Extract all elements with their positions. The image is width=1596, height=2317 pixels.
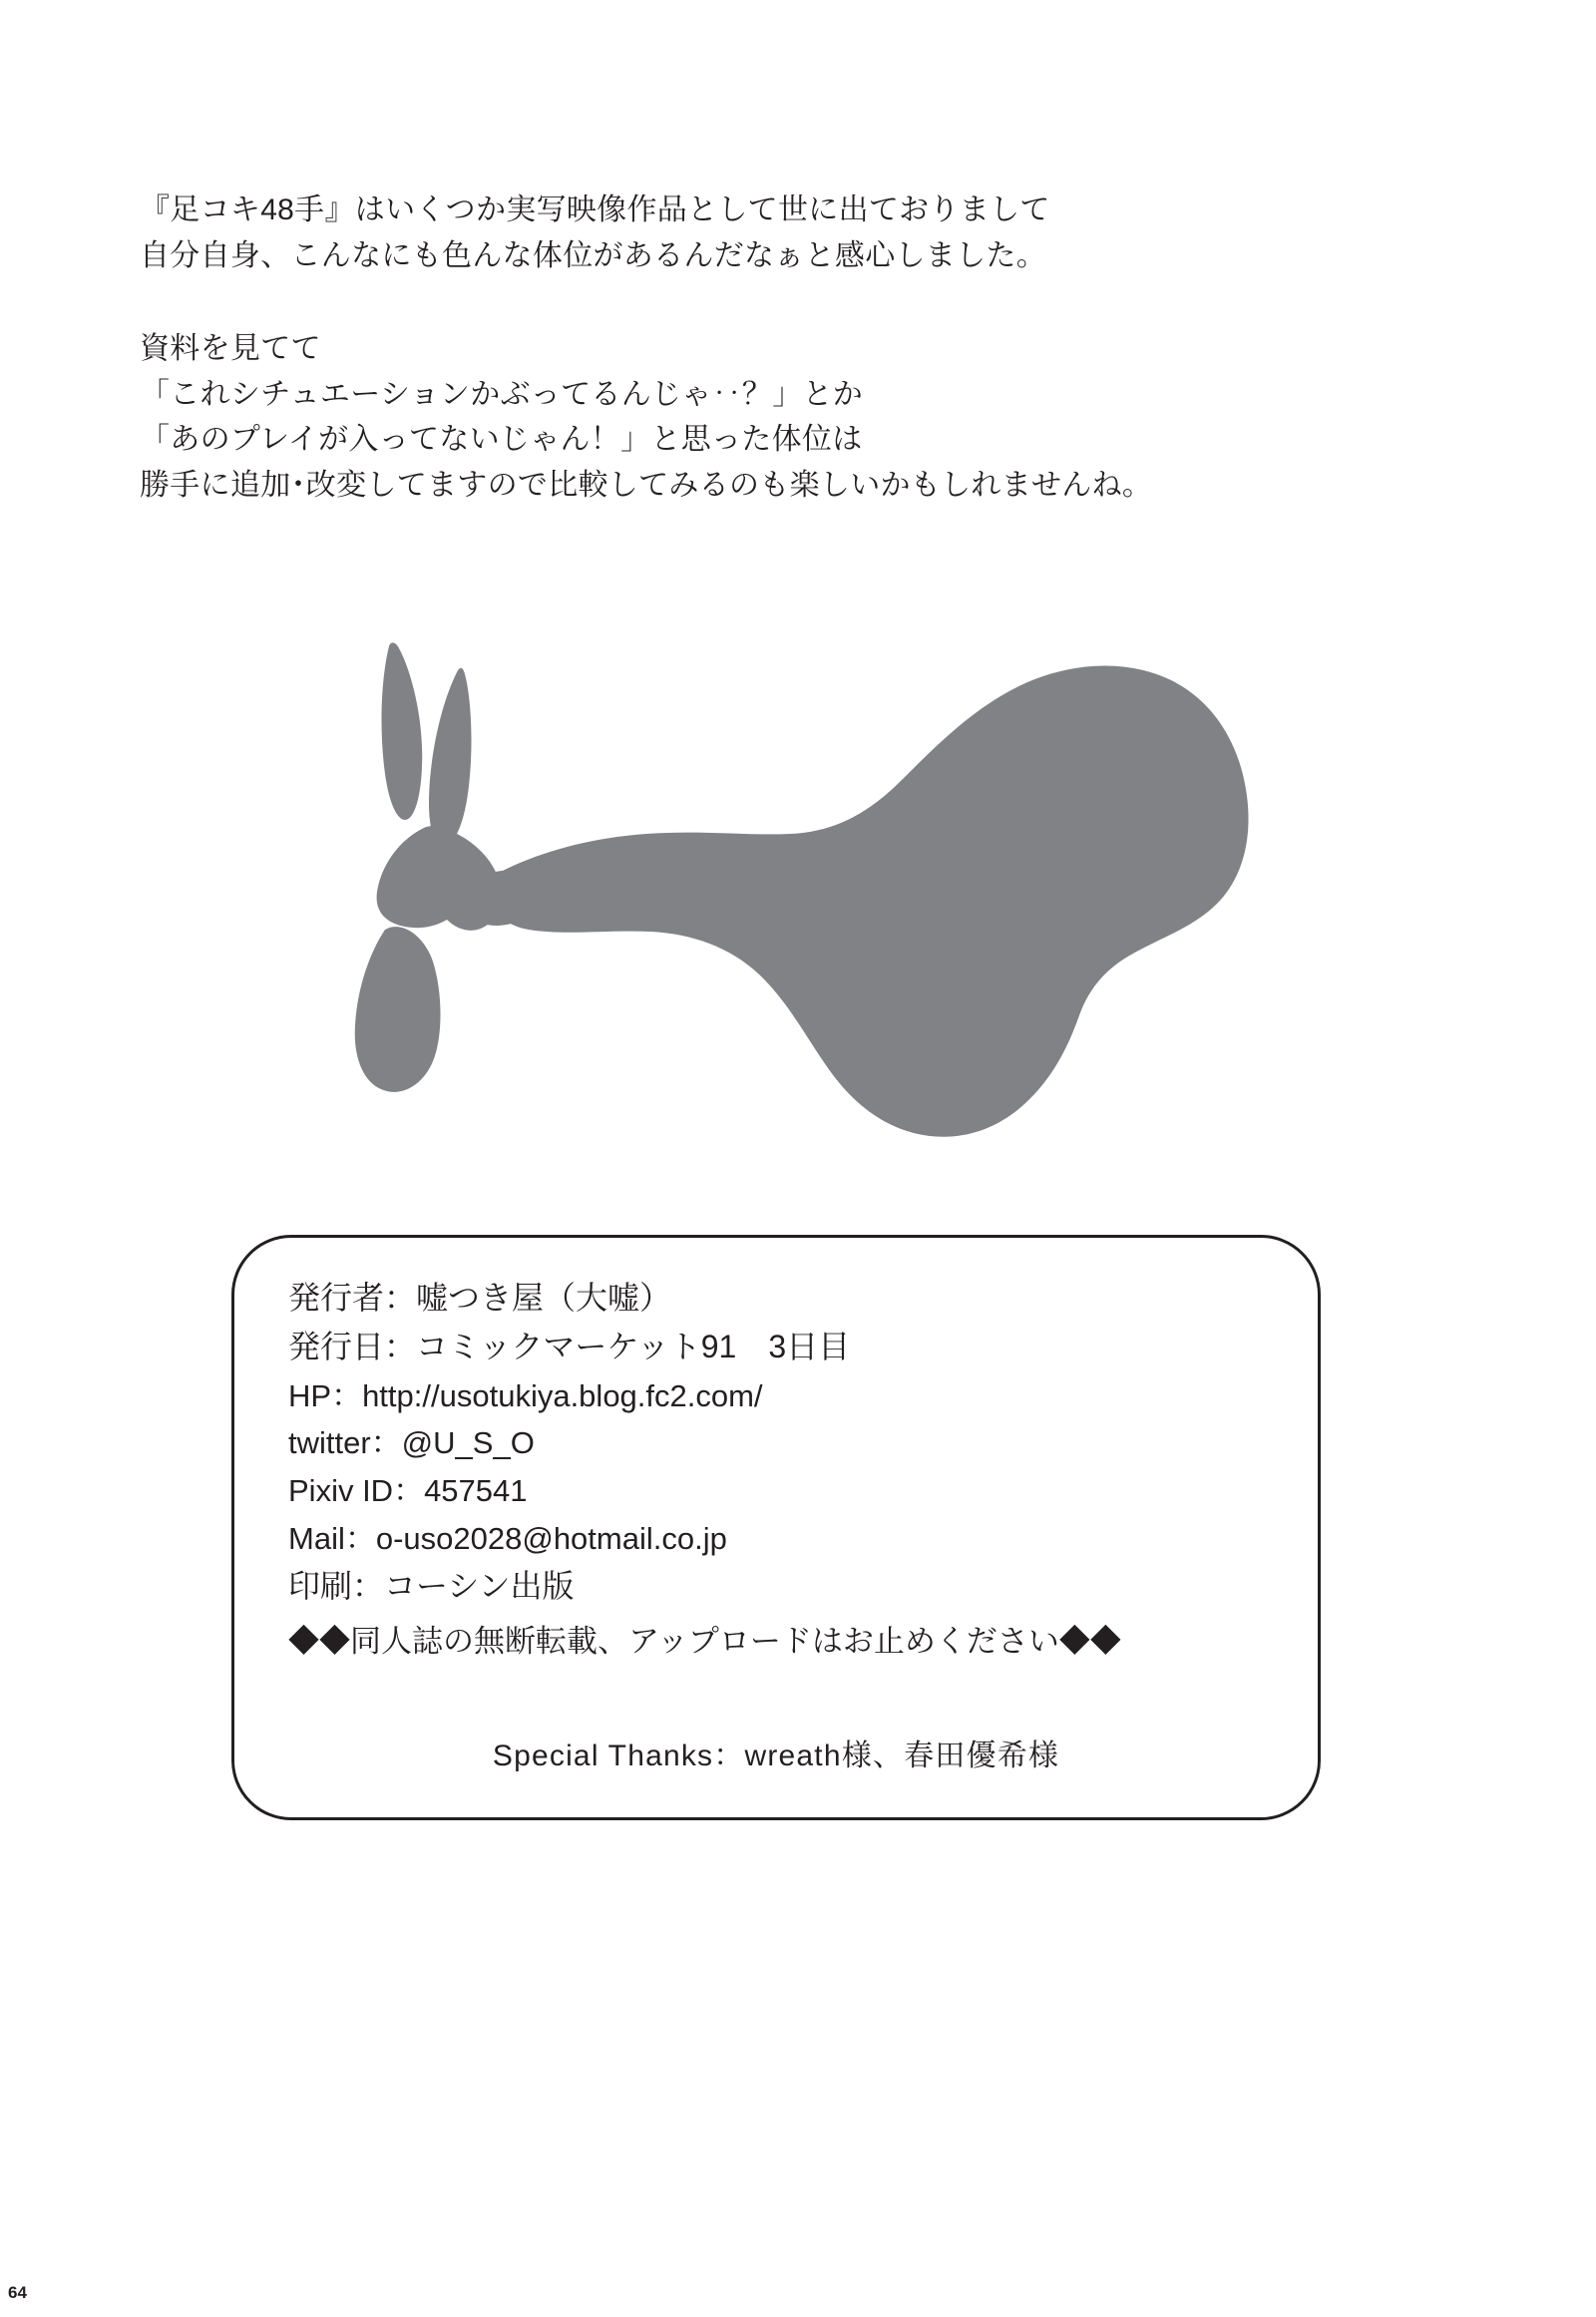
page-number: 64	[8, 2283, 27, 2302]
colophon-special-thanks: Special Thanks：wreath様、春田優希様	[492, 1739, 1060, 1772]
colophon-content	[234, 1238, 1318, 1665]
afterword-text	[140, 188, 1456, 509]
colophon-publish-date: 発行日：コミックマーケット91 3日目	[288, 1329, 851, 1365]
paragraph-spacer	[140, 278, 1456, 326]
colophon-homepage[interactable]: HP：http://usotukiya.blog.fc2.com/	[288, 1377, 763, 1413]
afterword-line: 『足コキ48手』はいくつか実写映像作品として世に出ておりまして	[140, 193, 1050, 226]
rabbit-silhouette-illustration	[329, 638, 1327, 1157]
colophon-printer: 印刷：コーシン出版	[288, 1568, 575, 1605]
afterword-line: 資料を見てて	[140, 332, 321, 366]
colophon-mail[interactable]: Mail：o-uso2028@hotmail.co.jp	[288, 1520, 727, 1556]
afterword-line: 勝手に追加･改変してますので比較してみるのも楽しいかもしれませんね。	[140, 468, 1153, 502]
afterword-line: 「これシチュエーションかぶってるんじゃ‥？」とか	[140, 377, 864, 411]
afterword-line: 「あのプレイが入ってないじゃん！」と思った体位は	[140, 423, 863, 457]
afterword-line: 自分自身、こんなにも色んな体位があるんだなぁと感心しました。	[140, 238, 1046, 272]
colophon-box	[231, 1235, 1321, 1820]
colophon-twitter[interactable]: twitter：@U_S_O	[288, 1425, 535, 1461]
colophon-publisher: 発行者：嘘つき屋（大嘘）	[288, 1280, 672, 1316]
colophon-pixiv-id: Pixiv ID：457541	[288, 1473, 528, 1508]
colophon-reprint-notice: ◆◆同人誌の無断転載、アップロードはお止めください◆◆	[288, 1623, 1121, 1659]
